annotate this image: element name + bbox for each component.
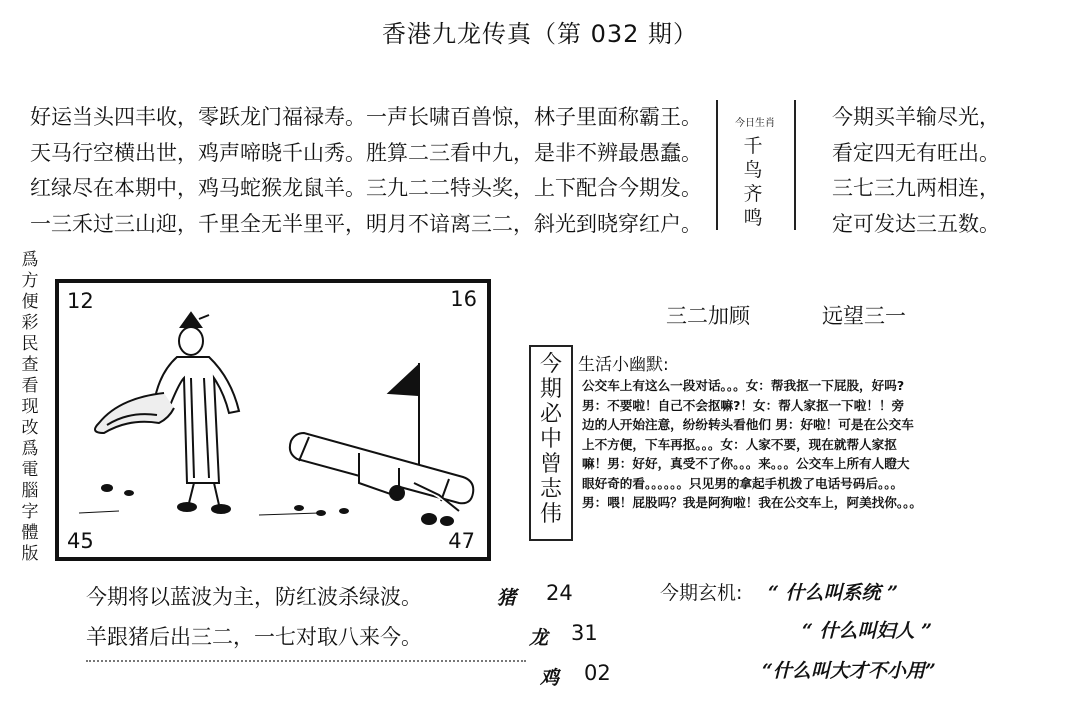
left-vertical-notice: 爲方便彩民查看现改爲電腦字體版 xyxy=(21,250,39,564)
zodiac-char: 齐 xyxy=(743,183,763,205)
corner-number-bottom-left: 45 xyxy=(67,529,94,553)
joke-line: 嘛！男：好好，真受不了你。。。来。。。公交车上所有人瞪大 xyxy=(582,456,910,471)
heading-left: 三二加顾 xyxy=(666,304,750,328)
bottom-line-2: 羊跟猪后出三二，一七对取八来今。 xyxy=(86,625,422,649)
pick-number: 02 xyxy=(584,661,611,685)
bottom-line-1: 今期将以蓝波为主，防红波杀绿波。 xyxy=(86,585,422,609)
illustration xyxy=(59,283,487,557)
pick-number: 24 xyxy=(546,581,573,605)
pick-animal: 猪 xyxy=(497,587,517,609)
joke-title: 生活小幽默: xyxy=(578,355,669,375)
pick-number: 31 xyxy=(571,621,598,645)
pick-animal: 龙 xyxy=(529,627,549,649)
joke-line: 男：不要啦！自己不会抠嘛?！女：帮人家抠一下啦！！旁 xyxy=(582,397,905,413)
poem-line: 天马行空横出世，鸡声啼晓千山秀。胜算二三看中九，是非不辨最愚蠢。 xyxy=(30,140,702,165)
main-poem xyxy=(30,100,702,242)
riddle-quote: “ 什么叫妇人 ” xyxy=(802,620,933,642)
heading-right: 远望三一 xyxy=(822,304,906,328)
corner-number-bottom-right: 47 xyxy=(448,529,475,553)
joke-body xyxy=(582,376,1078,513)
right-poem-line: 定可发达三五数。 xyxy=(832,211,1000,236)
joke-line: 上不方便，下车再抠。。。女：人家不要，现在就帮人家抠 xyxy=(582,436,897,452)
right-poem-line: 看定四无有旺出。 xyxy=(832,140,1000,165)
riddle-quote: “ 什么叫系统 ” xyxy=(768,582,899,604)
corner-number-top-right: 16 xyxy=(450,287,477,311)
riddle-label: 今期玄机: xyxy=(660,582,743,604)
zodiac-char: 鸣 xyxy=(743,207,763,229)
poem-line: 红绿尽在本期中，鸡马蛇猴龙鼠羊。三九二二特头奖，上下配合今期发。 xyxy=(30,176,702,200)
poem-line: 一三禾过三山迎，千里全无半里平，明月不谙离三二，斜光到晓穿红户。 xyxy=(30,211,702,236)
right-poem-line: 今期买羊输尽光， xyxy=(832,105,1000,129)
right-poem-line: 三七三九两相连， xyxy=(832,176,1000,200)
riddle-quote: “什么叫大才不小用” xyxy=(762,660,936,682)
illustration-box xyxy=(55,279,491,561)
joke-line: 公交车上有这么一段对话。。。女：帮我抠一下屁股，好吗? xyxy=(582,378,905,393)
scan-noise-divider xyxy=(86,660,526,665)
joke-line: 男：喂！屁股吗？我是阿狗啦！我在公交车上，阿美找你。。。 xyxy=(582,495,923,510)
joke-line: 边的人开始注意，纷纷转头看他们 男：好啦！可是在公交车 xyxy=(582,417,914,432)
poem-line: 好运当头四丰收，零跃龙门福禄寿。一声长啸百兽惊，林子里面称霸王。 xyxy=(30,105,702,129)
must-win-text: 今期必中曾志伟 xyxy=(539,352,562,527)
corner-number-top-left: 12 xyxy=(67,289,94,313)
zodiac-box-subtitle: 今日生肖 xyxy=(735,118,775,129)
zodiac-char: 鸟 xyxy=(743,159,763,181)
zodiac-box-text xyxy=(738,134,768,230)
page-title: 香港九龙传真（第 032 期） xyxy=(381,20,699,48)
zodiac-char: 千 xyxy=(743,135,763,157)
pick-animal: 鸡 xyxy=(540,667,560,689)
joke-line: 眼好奇的看。。。。。。只见男的拿起手机拨了电话号码后。。。 xyxy=(582,475,904,491)
right-poem xyxy=(832,100,1000,242)
